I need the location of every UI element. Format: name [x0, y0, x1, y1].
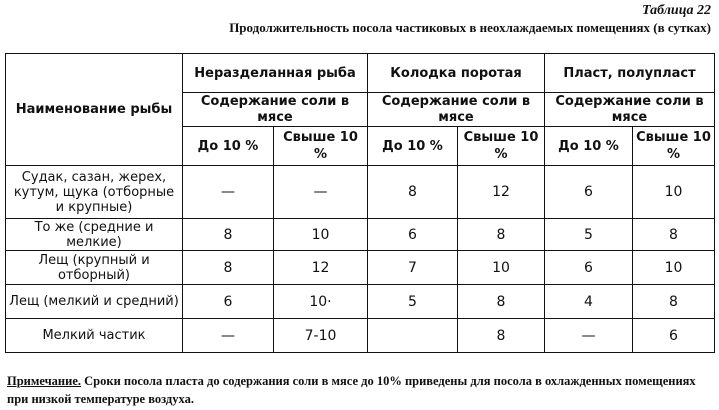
salt-high-header: Свыше 10 % [458, 127, 545, 166]
value-cell: 8 [633, 285, 715, 319]
salt-high-header: Свыше 10 % [274, 127, 368, 166]
fish-name-cell: Лещ (крупный и отборный) [6, 251, 183, 285]
value-cell: 6 [545, 166, 633, 219]
value-cell: 8 [458, 219, 545, 251]
value-cell: 7 [368, 251, 458, 285]
fish-name-cell: Судак, сазан, жерех, кутум, щука (отборные и крупные) [6, 166, 183, 219]
value-cell [368, 319, 458, 353]
value-cell: 6 [545, 251, 633, 285]
value-cell: 10 [274, 219, 368, 251]
value-cell: 6 [368, 219, 458, 251]
value-cell: 10· [274, 285, 368, 319]
salt-high-header: Свыше 10 % [633, 127, 715, 166]
value-cell: 8 [368, 166, 458, 219]
salt-content-header: Содержание соли в мясе [183, 93, 368, 127]
value-cell: 5 [368, 285, 458, 319]
value-cell: — [274, 166, 368, 219]
table-row [6, 219, 715, 251]
value-cell: — [183, 166, 274, 219]
value-cell: — [183, 319, 274, 353]
value-cell: 6 [633, 319, 715, 353]
table-row [6, 166, 715, 219]
table-number-caption: Таблица 22 [642, 3, 711, 18]
value-cell: 10 [633, 166, 715, 219]
value-cell: 10 [458, 251, 545, 285]
table-row [6, 285, 715, 319]
salt-low-header: До 10 % [368, 127, 458, 166]
value-cell: 8 [458, 285, 545, 319]
fish-name-cell: Лещ (мелкий и средний) [6, 285, 183, 319]
table-footnote [7, 372, 713, 408]
value-cell: 8 [633, 219, 715, 251]
value-cell: 12 [458, 166, 545, 219]
group-header-butterfly: Пласт, полупласт [545, 54, 715, 93]
fish-name-header: Наименование рыбы [6, 54, 183, 166]
salt-low-header: До 10 % [183, 127, 274, 166]
salt-content-header: Содержание соли в мясе [368, 93, 545, 127]
value-cell: 12 [274, 251, 368, 285]
fish-name-cell: Мелкий частик [6, 319, 183, 353]
salt-content-header: Содержание соли в мясе [545, 93, 715, 127]
value-cell: 10 [633, 251, 715, 285]
value-cell: 5 [545, 219, 633, 251]
group-header-whole-fish: Неразделанная рыба [183, 54, 368, 93]
value-cell: 8 [183, 219, 274, 251]
salt-low-header: До 10 % [545, 127, 633, 166]
value-cell: 8 [183, 251, 274, 285]
salting-duration-table [5, 53, 715, 353]
table-row [6, 251, 715, 285]
value-cell: 7-10 [274, 319, 368, 353]
value-cell: 8 [458, 319, 545, 353]
footnote-label: Примечание. [7, 374, 82, 388]
value-cell: 6 [183, 285, 274, 319]
table-row [6, 319, 715, 353]
group-header-split-block: Колодка поротая [368, 54, 545, 93]
fish-name-cell: То же (средние и мелкие) [6, 219, 183, 251]
table-title: Продолжительность посола частиковых в неохлаждаемых помещениях (в сутках) [229, 20, 711, 35]
footnote-text: Сроки посола пласта до содержания соли в мясе до 10% приведены для посола в охлажденных помещениях при низкой температуре воздуха. [7, 374, 696, 406]
value-cell: 4 [545, 285, 633, 319]
value-cell: — [545, 319, 633, 353]
